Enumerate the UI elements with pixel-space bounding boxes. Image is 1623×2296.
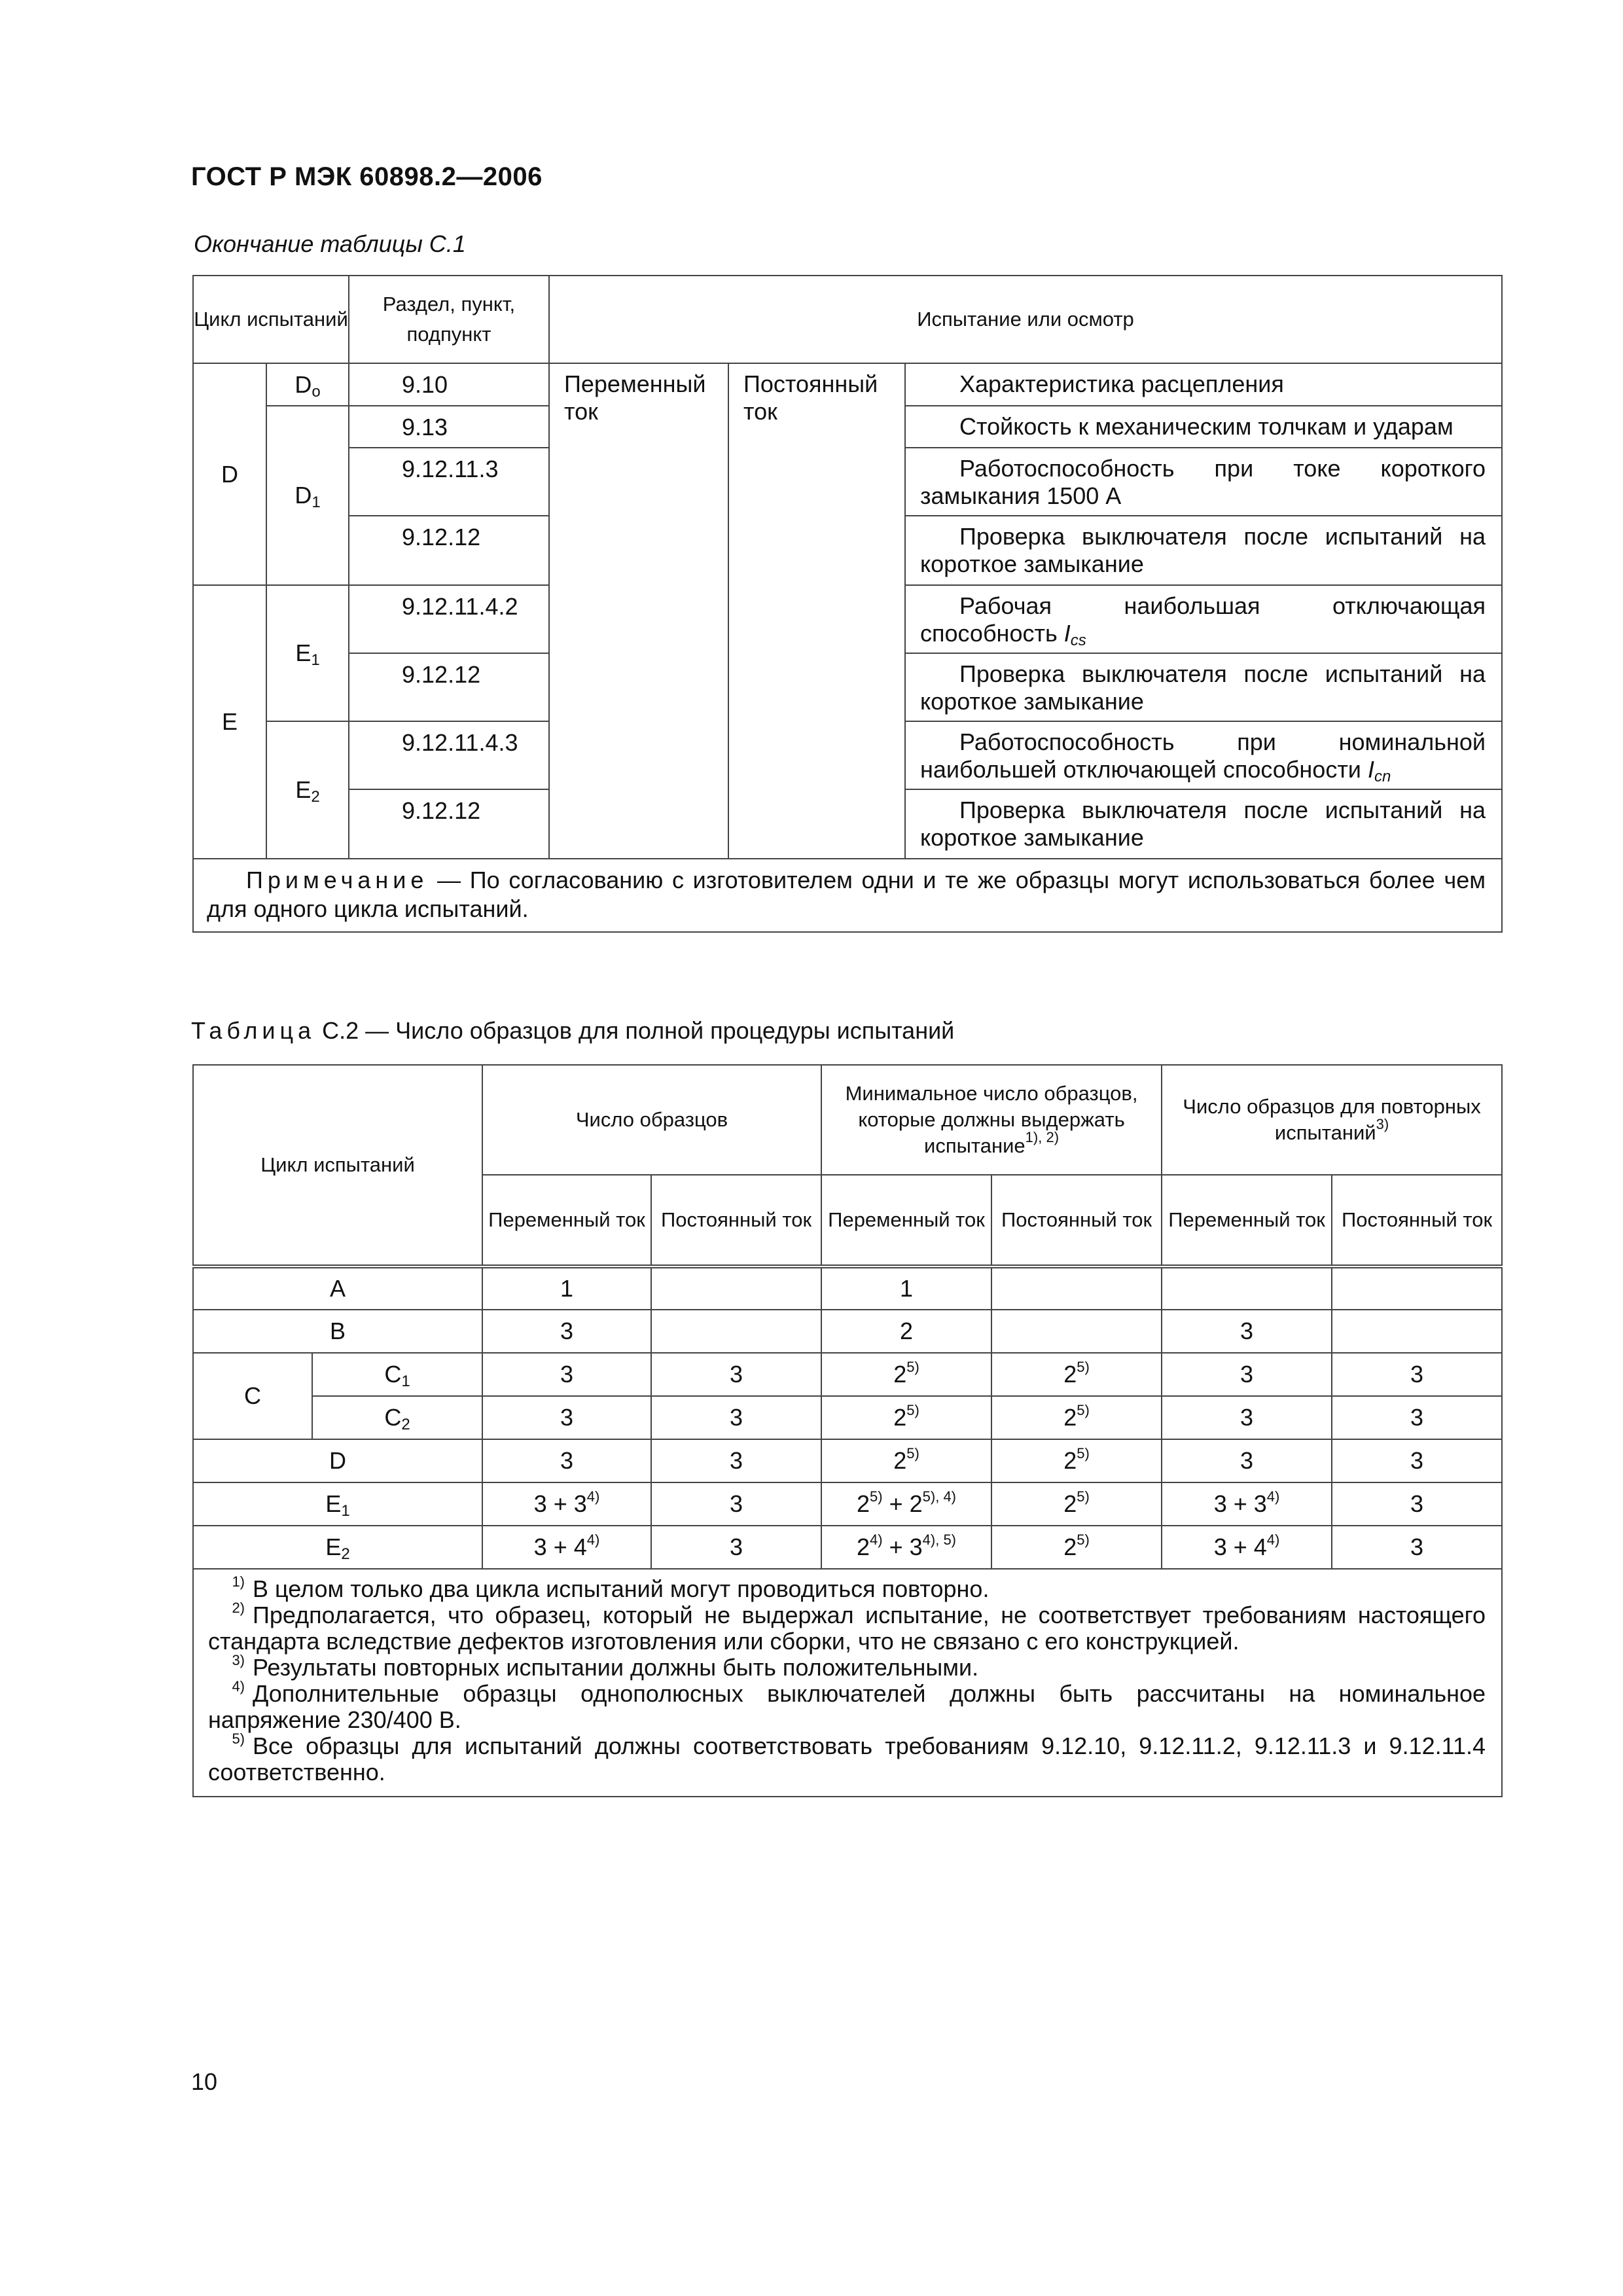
- retest-dc-value: 3: [1332, 1396, 1502, 1439]
- test-description: Рабочая наибольшая отключающая способность $I_{cs}$: [905, 585, 1502, 653]
- min-ac-value: 2: [821, 1310, 991, 1353]
- table-c1: [192, 275, 1503, 933]
- min-dc-value: [991, 1310, 1162, 1353]
- retest-dc-value: 3: [1332, 1482, 1502, 1526]
- cycle-label: $E_2$: [193, 1526, 482, 1569]
- retest-dc-value: 3: [1332, 1439, 1502, 1482]
- cycle-label: A: [193, 1266, 482, 1310]
- footnote: $^{3)}$ Результаты повторных испытании должны быть положительными.: [232, 1652, 979, 1681]
- table-row: [193, 1439, 1502, 1482]
- clause: 9.12.11.4.2: [349, 585, 549, 653]
- note-text: — По согласованию с изготовителем одни и те же образцы могут использоваться более чем для одного цикла испытаний.: [207, 867, 1486, 922]
- clause: 9.12.12: [349, 789, 549, 859]
- header-dc: Постоянный ток: [991, 1175, 1162, 1266]
- footnote: $^{2)}$ Предполагается, что образец, который не выдержал испытание, не соответствует требованиям настоящего стандарта вследствие дефектов изготовления или сборки, что не связано с его конструкцией.: [208, 1600, 1486, 1655]
- min-dc-value: 2$^{5)}$: [991, 1482, 1162, 1526]
- min-dc-value: 2$^{5)}$: [991, 1439, 1162, 1482]
- cycle-label: C: [193, 1353, 312, 1439]
- note-label: Примечание: [246, 867, 429, 893]
- header-cycle: Цикл испытаний: [193, 1065, 482, 1266]
- subcycle-label: $C_1$: [312, 1353, 482, 1396]
- retest-dc-value: 3: [1332, 1353, 1502, 1396]
- table-row: [193, 1396, 1502, 1439]
- ac-value: 3: [482, 1439, 651, 1482]
- table-row: [193, 1353, 1502, 1396]
- ac-value: $3 + 3^{4)}$: [482, 1482, 651, 1526]
- dc-cell: Постоянный ток: [728, 363, 905, 859]
- footnote: $^{1)}$ В целом только два цикла испытаний могут проводиться повторно.: [232, 1573, 990, 1602]
- table-c2-caption: Таблица С.2 — Число образцов для полной процедуры испытаний: [191, 1017, 955, 1044]
- table-row: [193, 1266, 1502, 1310]
- test-description: Стойкость к механическим толчкам и ударам: [905, 406, 1502, 448]
- cycle-label: D: [193, 1439, 482, 1482]
- min-dc-value: [991, 1266, 1162, 1310]
- min-dc-value: 2$^{5)}$: [991, 1396, 1162, 1439]
- table-c2: [192, 1064, 1503, 1797]
- min-ac-value: $2^{5)} + 2^{5), 4)}$: [821, 1482, 991, 1526]
- page-number: 10: [191, 2068, 218, 2095]
- test-description: Работоспособность при токе короткого замыкания 1500 А: [905, 448, 1502, 516]
- header-section: Раздел, пункт, подпункт: [349, 276, 549, 363]
- header-samples: Число образцов: [482, 1065, 821, 1175]
- test-description: Проверка выключателя после испытаний на короткое замыкание: [905, 516, 1502, 585]
- subcycle-do: $D_o$: [266, 363, 349, 406]
- clause: 9.13: [349, 406, 549, 448]
- cycle-label: B: [193, 1310, 482, 1353]
- table-note: [193, 859, 1502, 932]
- test-description: Проверка выключателя после испытаний на короткое замыкание: [905, 653, 1502, 721]
- clause: 9.12.12: [349, 516, 549, 585]
- header-test: Испытание или осмотр: [549, 276, 1502, 363]
- cycle-label: $E_1$: [193, 1482, 482, 1526]
- test-description: Проверка выключателя после испытаний на короткое замыкание: [905, 789, 1502, 859]
- table-c1-header-row: [193, 276, 1502, 363]
- table-row: [193, 1482, 1502, 1526]
- retest-dc-value: 3: [1332, 1526, 1502, 1569]
- min-ac-value: 2$^{5)}$: [821, 1353, 991, 1396]
- header-ac: Переменный ток: [482, 1175, 651, 1266]
- clause: 9.12.12: [349, 653, 549, 721]
- retest-ac-value: $3 + 3^{4)}$: [1162, 1482, 1332, 1526]
- min-ac-value: 1: [821, 1266, 991, 1310]
- retest-ac-value: [1162, 1266, 1332, 1310]
- header-min-samples: Минимальное число образцов, которые должны выдержать испытание$^{1), 2)}$: [821, 1065, 1162, 1175]
- ac-value: 3: [482, 1353, 651, 1396]
- subcycle-e2: $E_2$: [266, 721, 349, 859]
- footnote: $^{4)}$ Дополнительные образцы однополюсных выключателей должны быть рассчитаны на номинальное напряжение 230/400 В.: [208, 1678, 1486, 1733]
- clause: 9.10: [349, 363, 549, 406]
- cycle-e: E: [193, 585, 266, 859]
- header-ac: Переменный ток: [1162, 1175, 1332, 1266]
- table-row: [193, 1310, 1502, 1353]
- retest-ac-value: $3 + 4^{4)}$: [1162, 1526, 1332, 1569]
- dc-value: 3: [651, 1526, 821, 1569]
- table-row: [193, 1526, 1502, 1569]
- dc-value: 3: [651, 1482, 821, 1526]
- retest-ac-value: 3: [1162, 1310, 1332, 1353]
- test-description: Работоспособность при номинальной наибольшей отключающей способности $I_{cn}$: [905, 721, 1502, 789]
- subcycle-d1: $D_1$: [266, 406, 349, 585]
- document-title: ГОСТ Р МЭК 60898.2—2006: [191, 162, 543, 191]
- subcycle-e1: $E_1$: [266, 585, 349, 721]
- table-footnotes: [193, 1569, 1502, 1797]
- table-row: [193, 363, 1502, 406]
- min-ac-value: 2$^{5)}$: [821, 1439, 991, 1482]
- dc-value: 3: [651, 1353, 821, 1396]
- retest-ac-value: 3: [1162, 1439, 1332, 1482]
- retest-dc-value: [1332, 1266, 1502, 1310]
- retest-ac-value: 3: [1162, 1396, 1332, 1439]
- dc-value: [651, 1266, 821, 1310]
- cycle-d: D: [193, 363, 266, 585]
- retest-dc-value: [1332, 1310, 1502, 1353]
- ac-value: 1: [482, 1266, 651, 1310]
- header-dc: Постоянный ток: [651, 1175, 821, 1266]
- min-ac-value: $2^{4)} + 3^{4), 5)}$: [821, 1526, 991, 1569]
- dc-value: [651, 1310, 821, 1353]
- footnote: $^{5)}$ Все образцы для испытаний должны соответствовать требованиям 9.12.10, 9.12.11.2, 9.12.11.3 и 9.12.11.4 соответственно.: [208, 1731, 1486, 1785]
- ac-cell: Переменный ток: [549, 363, 728, 859]
- clause: 9.12.11.4.3: [349, 721, 549, 789]
- clause: 9.12.11.3: [349, 448, 549, 516]
- ac-value: 3: [482, 1310, 651, 1353]
- dc-value: 3: [651, 1396, 821, 1439]
- table-c1-note-row: [193, 859, 1502, 932]
- retest-ac-value: 3: [1162, 1353, 1332, 1396]
- subcycle-label: $C_2$: [312, 1396, 482, 1439]
- test-description: Характеристика расцепления: [905, 363, 1502, 406]
- table-c2-header-row-1: [193, 1065, 1502, 1175]
- min-ac-value: 2$^{5)}$: [821, 1396, 991, 1439]
- dc-value: 3: [651, 1439, 821, 1482]
- header-retest: Число образцов для повторных испытаний$^{3)}$: [1162, 1065, 1502, 1175]
- ac-value: 3: [482, 1396, 651, 1439]
- min-dc-value: 2$^{5)}$: [991, 1353, 1162, 1396]
- ac-value: $3 + 4^{4)}$: [482, 1526, 651, 1569]
- table-continuation-caption: Окончание таблицы С.1: [194, 230, 466, 257]
- table-c2-footnotes-row: [193, 1569, 1502, 1797]
- min-dc-value: 2$^{5)}$: [991, 1526, 1162, 1569]
- header-ac: Переменный ток: [821, 1175, 991, 1266]
- header-dc: Постоянный ток: [1332, 1175, 1502, 1266]
- header-cycle: Цикл испытаний: [193, 276, 349, 363]
